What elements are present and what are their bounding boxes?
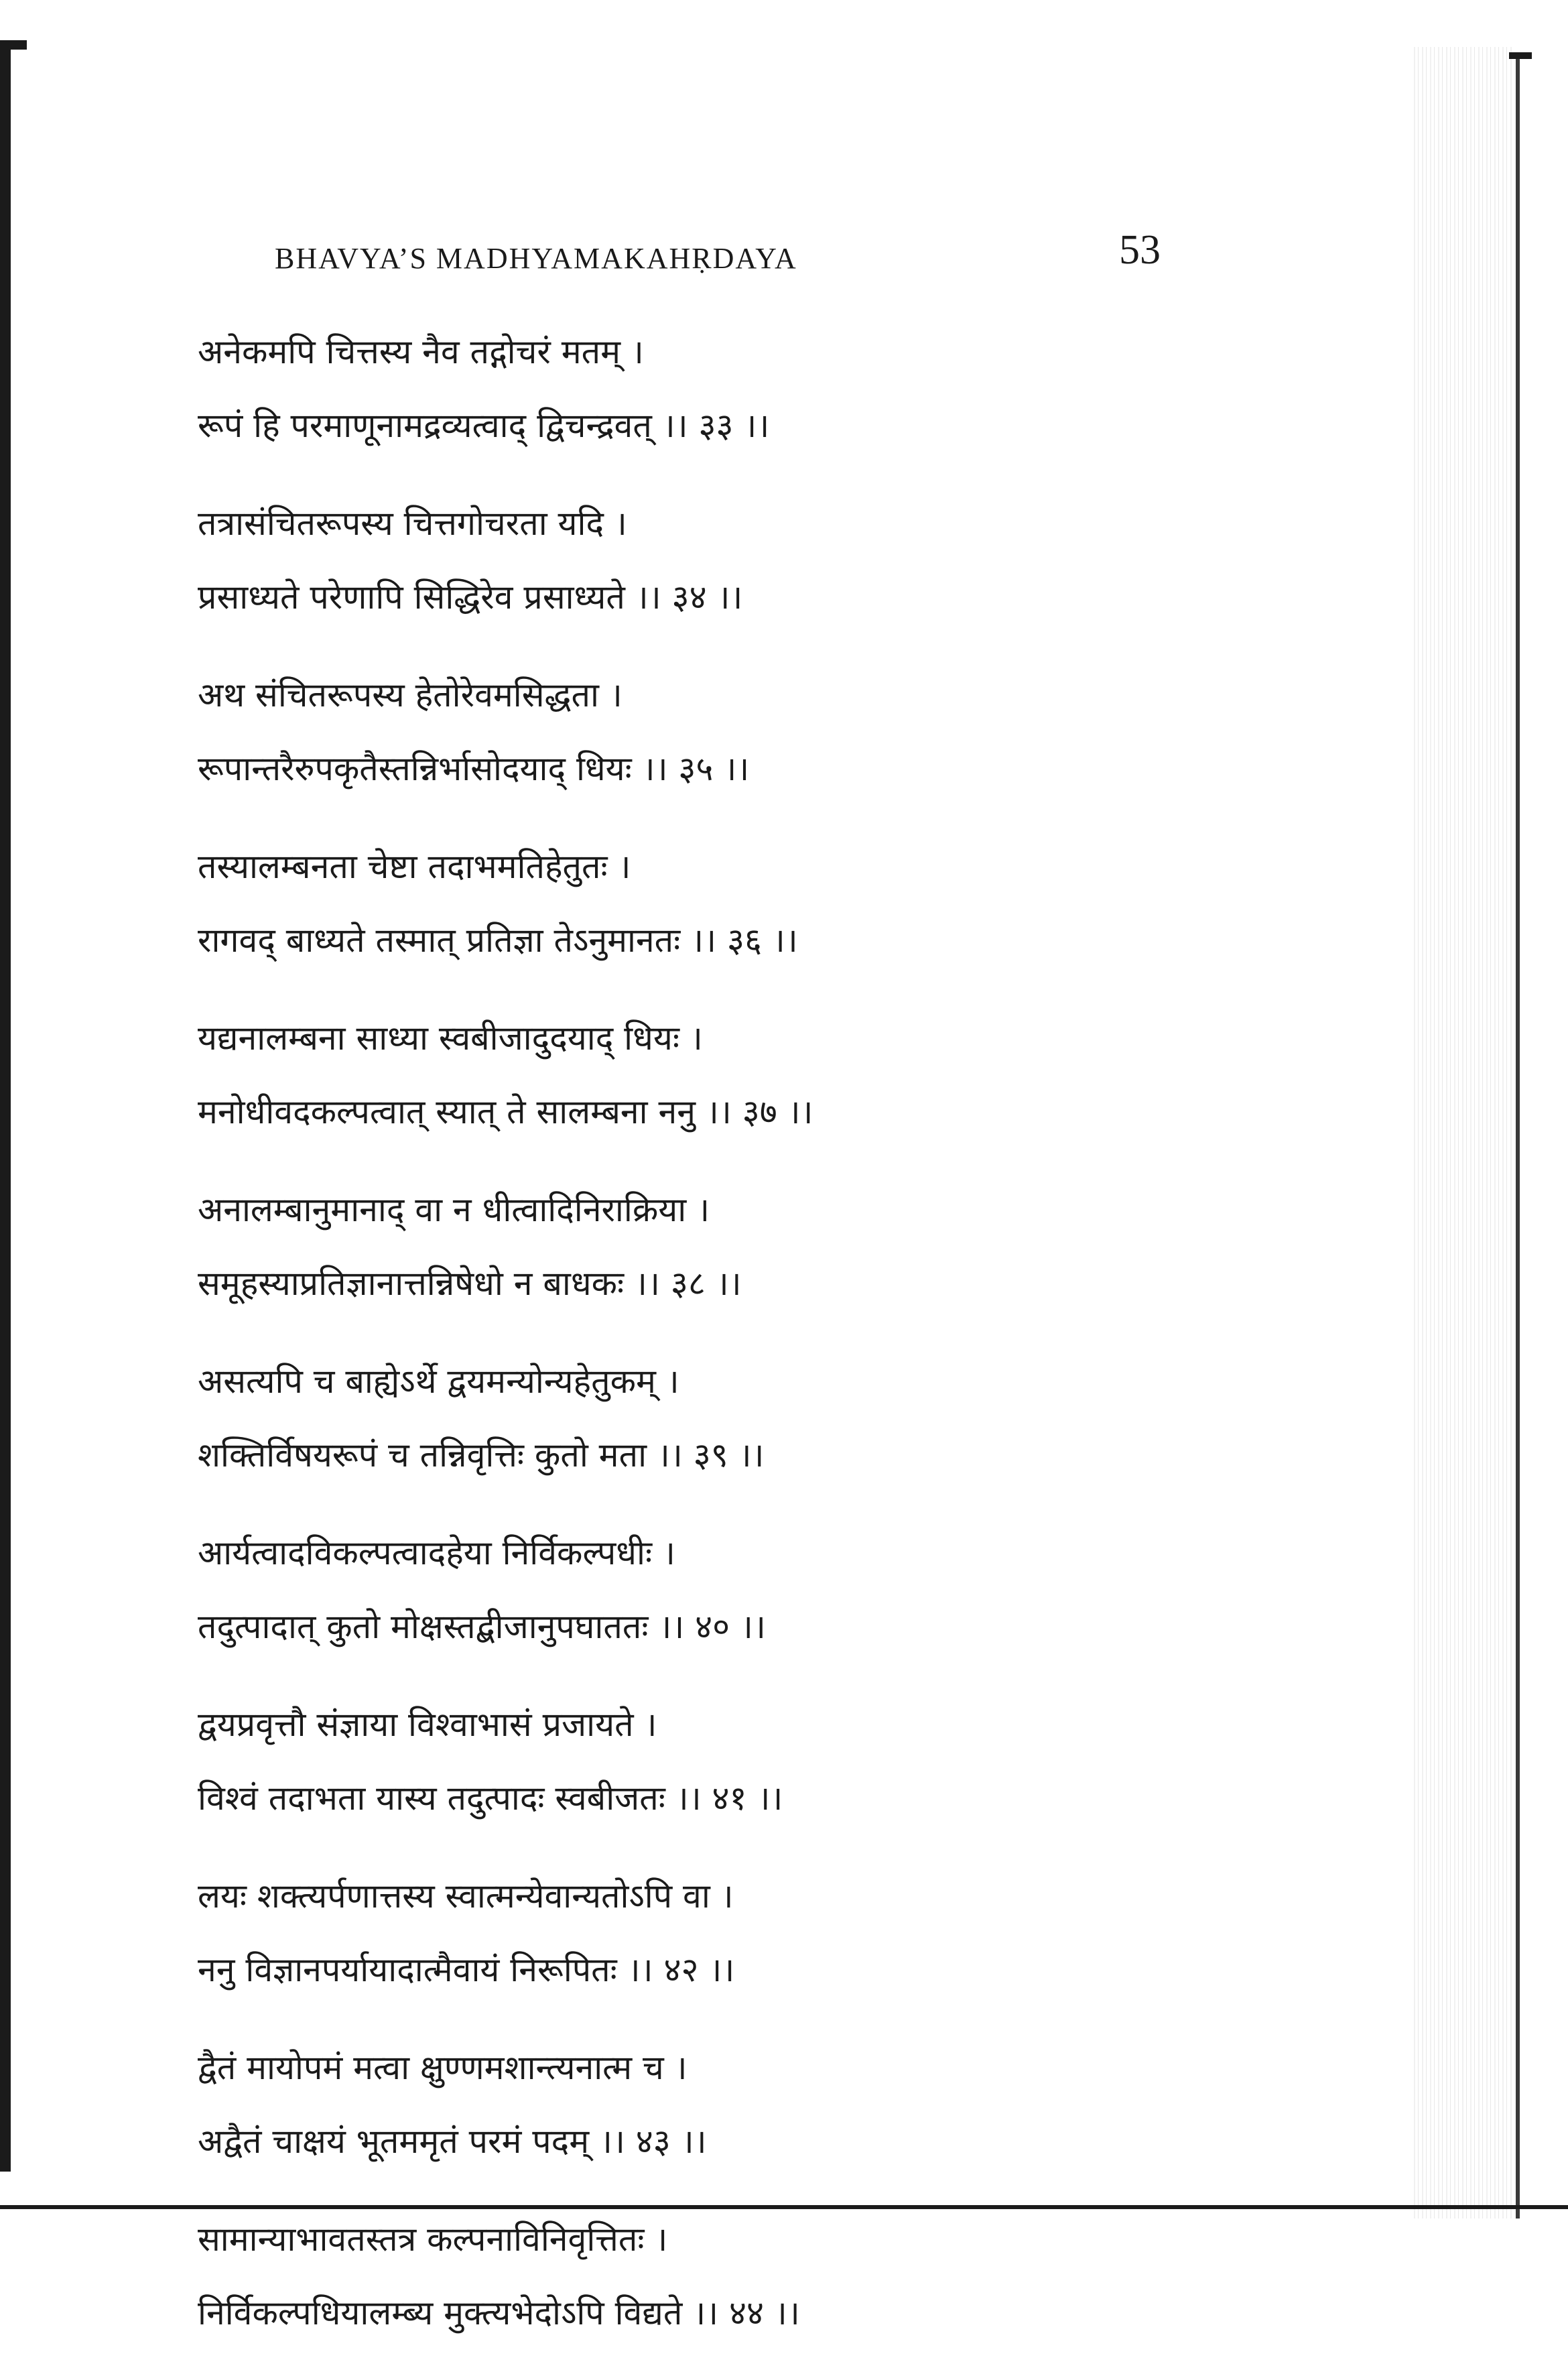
- verse-44: [198, 2202, 1370, 2350]
- verse-line: अनेकमपि चित्तस्य नैव तद्गोचरं मतम् ।: [198, 332, 644, 371]
- verse-line: द्वयप्रवृत्तौ संज्ञाया विश्वाभासं प्रजायते ।: [198, 1705, 657, 1744]
- verse-39: [198, 1345, 1370, 1492]
- verse-35: [198, 658, 1370, 806]
- verse-line: आर्यत्वादविकल्पत्वादहेया निर्विकल्पधीः ।: [198, 1534, 675, 1572]
- verse-line: प्रसाध्यते परेणापि सिद्धिरेव प्रसाध्यते ।। ३४ ।।: [198, 578, 743, 617]
- verse-line: असत्यपि च बाह्येऽर्थे द्वयमन्योन्यहेतुकम् ।: [198, 1362, 679, 1401]
- verse-33: [198, 315, 1370, 462]
- verse-42: [198, 1859, 1370, 2007]
- verse-line: रागवद् बाध्यते तस्मात् प्रतिज्ञा तेऽनुमानतः ।। ३६ ।।: [198, 921, 798, 960]
- verse-line: अद्वैतं चाक्षयं भूतममृतं परमं पदम् ।। ४३ ।।: [198, 2122, 707, 2161]
- verse-line: ननु विज्ञानपर्यायादात्मैवायं निरूपितः ।। ४२ ।।: [198, 1950, 735, 1989]
- right-edge-line: [1516, 54, 1520, 2219]
- verse-line: रूपं हि परमाणूनामद्रव्यत्वाद् द्विचन्द्रवत् ।। ३३ ।।: [198, 406, 770, 445]
- verse-line: यद्यनालम्बना साध्या स्वबीजादुदयाद् धियः ।: [198, 1019, 703, 1058]
- verse-line: निर्विकल्पधियालम्ब्य मुक्त्यभेदोऽपि विद्यते ।। ४४ ।।: [198, 2294, 800, 2332]
- verse-line: अथ संचितरूपस्य हेतोरेवमसिद्धता ।: [198, 676, 623, 714]
- verse-line: रूपान्तरैरुपकृतैस्तन्निर्भासोदयाद् धियः ।। ३५ ।।: [198, 749, 750, 788]
- verse-line: लयः शक्त्यर्पणात्तस्य स्वात्मन्येवान्यतोऽपि वा ।: [198, 1877, 734, 1916]
- verse-line: तत्रासंचितरूपस्य चित्तगोचरता यदि ।: [198, 504, 627, 543]
- verse-line: मनोधीवदकल्पत्वात् स्यात् ते सालम्बना ननु ।। ३७ ।।: [198, 1092, 813, 1131]
- verse-40: [198, 1516, 1370, 1664]
- verse-41: [198, 1688, 1370, 1835]
- page-number: 53: [1119, 227, 1161, 273]
- verse-line: शक्तिर्विषयरूपं च तन्निवृत्तिः कुतो मता ।। ३९ ।।: [198, 1436, 765, 1475]
- left-edge-mark: [0, 40, 27, 50]
- verse-line: सामान्याभावतस्तत्र कल्पनाविनिवृत्तितः ।: [198, 2220, 668, 2259]
- left-binding-edge: [0, 40, 11, 2172]
- verse-line: तदुत्पादात् कुतो मोक्षस्तद्बीजानुपघाततः ।। ४० ।।: [198, 1607, 766, 1646]
- verse-43: [198, 2031, 1370, 2178]
- verse-37: [198, 1001, 1370, 1149]
- right-edge-mark: [1509, 52, 1532, 59]
- verse-line: अनालम्बानुमानाद् वा न धीत्वादिनिराक्रिया ।: [198, 1190, 710, 1229]
- verse-line: तस्यालम्बनता चेष्टा तदाभमतिहेतुतः ।: [198, 847, 631, 886]
- verse-38: [198, 1173, 1370, 1320]
- verse-line: समूहस्याप्रतिज्ञानात्तन्निषेधो न बाधकः ।। ३८ ।।: [198, 1264, 742, 1303]
- verse-34: [198, 487, 1370, 634]
- running-head: BHAVYA’S MADHYAMAKAHṚDAYA: [275, 242, 797, 275]
- verse-line: विश्वं तदाभता यास्य तदुत्पादः स्वबीजतः ।। ४१ ।।: [198, 1779, 783, 1818]
- right-scan-edge: [1414, 47, 1514, 2219]
- verse-list: [198, 315, 1370, 2374]
- verse-line: द्वैतं मायोपमं मत्वा क्षुण्णमशान्त्यनात्म च ।: [198, 2048, 688, 2087]
- verse-36: [198, 830, 1370, 977]
